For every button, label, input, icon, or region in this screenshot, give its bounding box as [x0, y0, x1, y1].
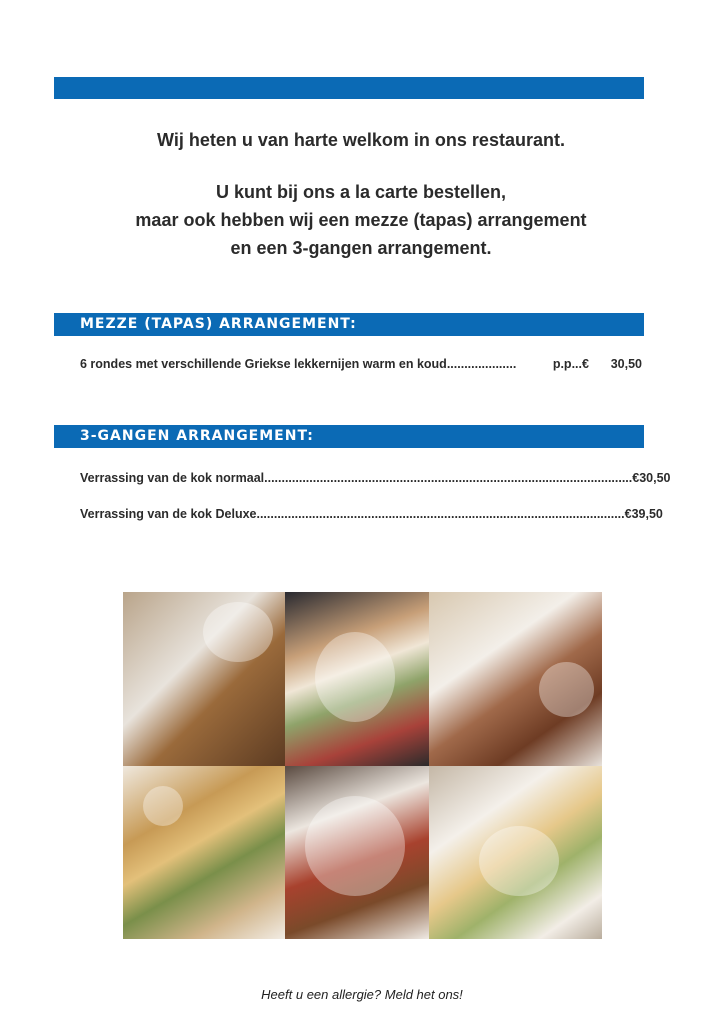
- currency-symbol: €: [632, 471, 640, 485]
- currency-symbol: €: [582, 357, 589, 371]
- food-photo-skewer: [123, 592, 285, 766]
- gangen-heading: 3-GANGEN ARRANGEMENT:: [80, 428, 314, 444]
- food-photo-gallery: [123, 592, 602, 939]
- info-line: maar ook hebben wij een mezze (tapas) arrangement: [135, 210, 587, 230]
- allergy-notice: Heeft u een allergie? Meld het ons!: [261, 987, 463, 1002]
- top-banner-bar: [54, 77, 644, 99]
- item-description: 6 rondes met verschillende Griekse lekkernijen warm en koud: [80, 357, 447, 371]
- item-description: Verrassing van de kok Deluxe: [80, 507, 257, 521]
- food-photo-lamb-rack: [429, 592, 602, 766]
- menu-item-mezze: [80, 357, 642, 371]
- food-photo-seafood: [429, 766, 602, 939]
- currency-symbol: €: [624, 507, 632, 521]
- food-photo-chicken: [123, 766, 285, 939]
- food-photo-meat-dish: [285, 766, 429, 939]
- item-price: 30,50: [639, 471, 671, 485]
- info-line: en een 3-gangen arrangement.: [230, 238, 492, 258]
- leader-dots: ....................: [446, 357, 517, 371]
- welcome-line: Wij heten u van harte welkom in ons restaurant.: [157, 130, 565, 150]
- item-unit: p.p...: [552, 357, 582, 371]
- leader-dots: ..........................................................................................................: [264, 471, 633, 485]
- info-line: U kunt bij ons a la carte bestellen,: [215, 182, 507, 202]
- welcome-text: [54, 126, 668, 262]
- mezze-section-header: [54, 313, 644, 336]
- menu-item-normaal: [80, 471, 671, 485]
- food-photo-mezze-platter: [285, 592, 429, 766]
- gangen-section-header: [54, 425, 644, 448]
- leader-dots: ..........................................................................................................: [256, 507, 625, 521]
- menu-item-deluxe: [80, 507, 663, 521]
- item-price: 39,50: [631, 507, 663, 521]
- item-price: 30,50: [610, 357, 642, 371]
- mezze-heading: MEZZE (TAPAS) ARRANGEMENT:: [80, 316, 357, 332]
- item-description: Verrassing van de kok normaal: [80, 471, 265, 485]
